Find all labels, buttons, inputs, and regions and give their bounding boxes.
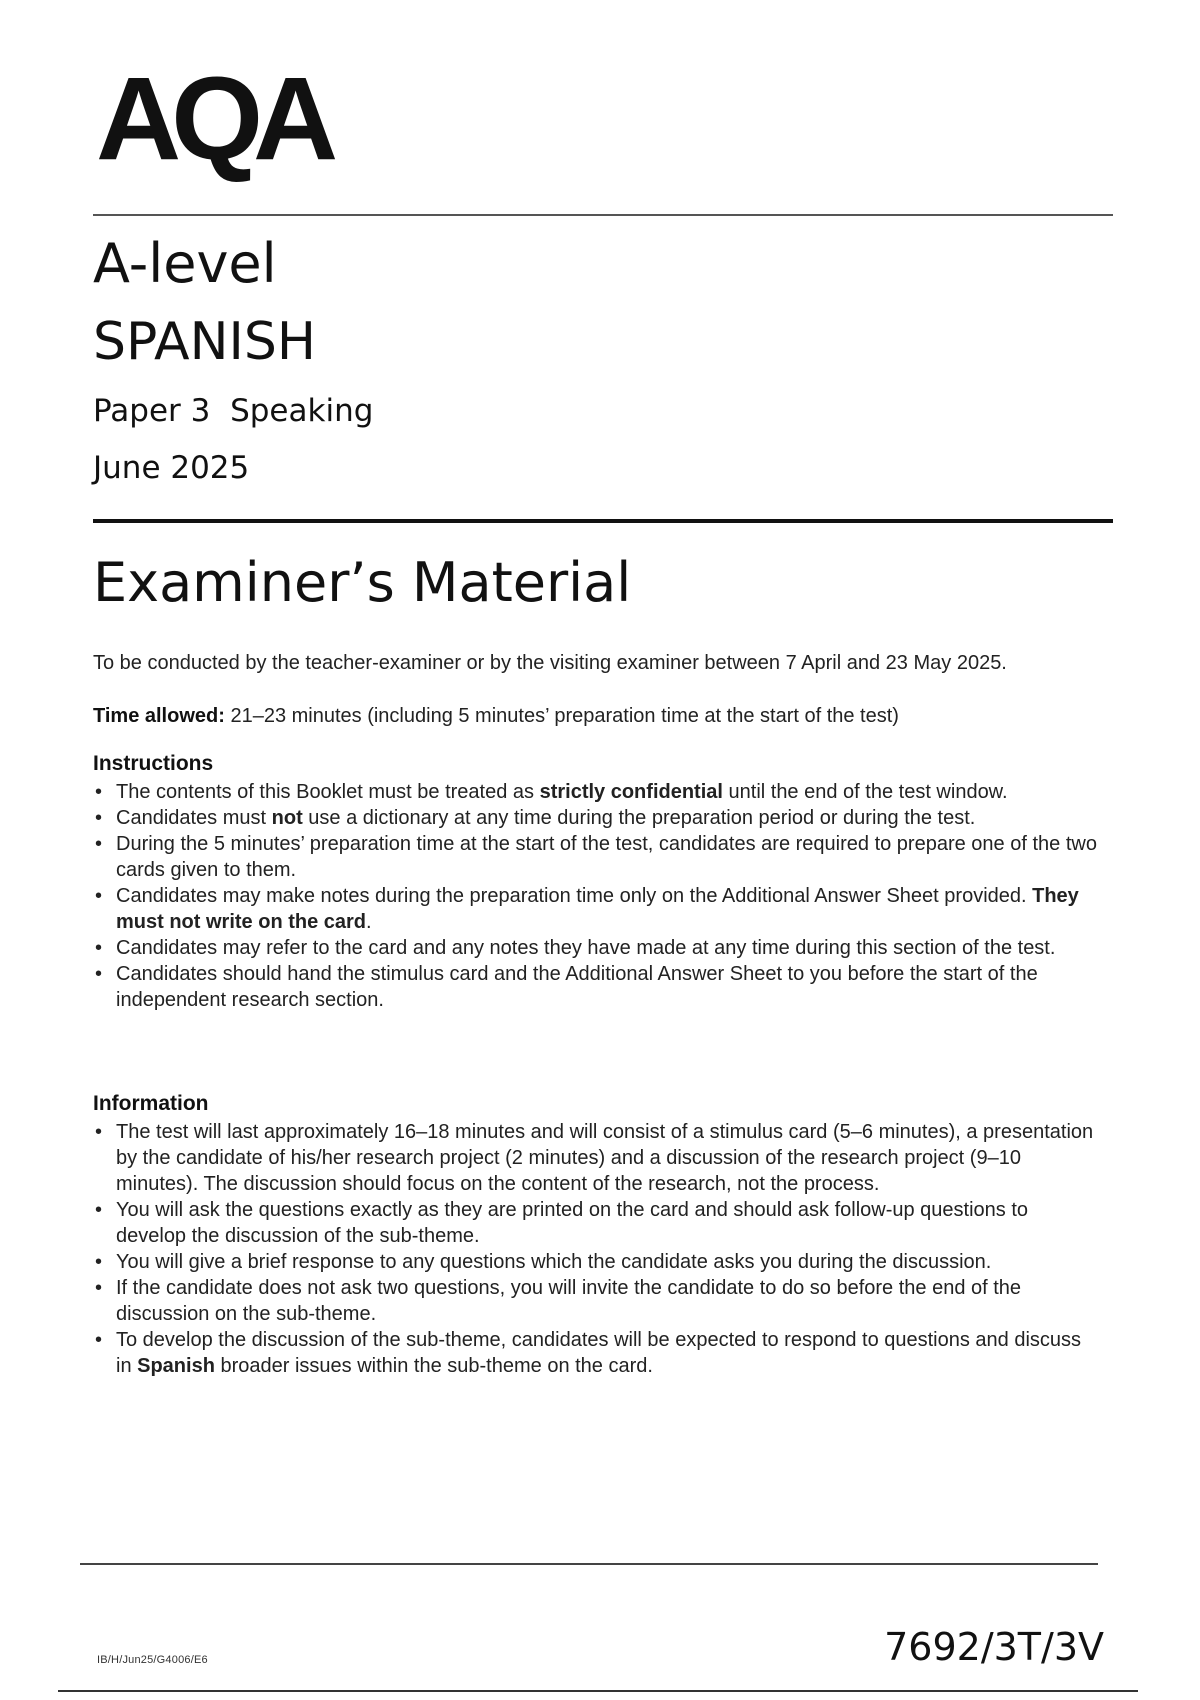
item-text: .	[366, 911, 372, 934]
paper-title: Paper 3 Speaking	[93, 393, 374, 429]
subject-title: SPANISH	[93, 312, 316, 372]
list-item	[93, 831, 1098, 883]
list-item	[93, 1249, 1098, 1275]
item-emphasis: Spanish	[137, 1355, 215, 1378]
item-text: The test will last approximately 16–18 minutes and will consist of a stimulus card (5–6 minutes), a presentation by the candidate of his/her research project (2 minutes) and a discussion of the research project (9–10 minutes). The discussion should focus on the content of the research, not the process.	[116, 1121, 1094, 1196]
item-text: During the 5 minutes’ preparation time at the start of the test, candidates are required to prepare one of the two cards given to them.	[116, 833, 1097, 882]
qualification-level: A-level	[93, 232, 277, 295]
item-emphasis: strictly confidential	[539, 781, 723, 804]
time-allowed-value: 21–23 minutes (including 5 minutes’ preparation time at the start of the test)	[224, 705, 899, 727]
page-bottom-rule	[58, 1690, 1138, 1692]
instructions-list	[93, 779, 1098, 1013]
paper-code: 7692/3T/3V	[884, 1625, 1104, 1669]
exam-date: June 2025	[93, 450, 250, 486]
item-text: The contents of this Booklet must be treated as	[116, 781, 540, 804]
list-item	[93, 1275, 1098, 1327]
item-text: Candidates may make notes during the preparation time only on the Additional Answer Sheet provided.	[116, 885, 1033, 908]
information-heading: Information	[93, 1092, 209, 1115]
information-list	[93, 1119, 1098, 1379]
list-item	[93, 805, 1098, 831]
instructions-heading: Instructions	[93, 752, 214, 775]
item-text: use a dictionary at any time during the preparation period or during the test.	[302, 807, 976, 830]
instructions-section	[93, 751, 1098, 1013]
header-divider	[93, 214, 1113, 216]
list-item	[93, 1197, 1098, 1249]
list-item	[93, 961, 1098, 1013]
item-text: broader issues within the sub-theme on the card.	[214, 1355, 653, 1378]
item-text: To develop the discussion of the sub-theme, candidates will be expected to respond to questions and discuss in	[116, 1329, 1082, 1378]
time-allowed	[93, 703, 899, 729]
document-reference: IB/H/Jun25/G4006/E6	[97, 1654, 208, 1666]
item-text: Candidates must	[116, 807, 272, 830]
item-text: Candidates should hand the stimulus card and the Additional Answer Sheet to you before the start of the independent research section.	[116, 963, 1038, 1012]
list-item	[93, 883, 1098, 935]
item-text: You will ask the questions exactly as they are printed on the card and should ask follow-up questions to develop the discussion of the sub-theme.	[116, 1199, 1029, 1248]
document-title: Examiner’s Material	[93, 551, 632, 614]
item-text: Candidates may refer to the card and any notes they have made at any time during this section of the test.	[116, 937, 1056, 960]
item-text: You will give a brief response to any questions which the candidate asks you during the discussion.	[116, 1251, 992, 1274]
information-section	[93, 1091, 1098, 1379]
item-emphasis: They must not write on the card	[116, 885, 1079, 934]
list-item	[93, 1327, 1098, 1379]
intro-text: To be conducted by the teacher-examiner or by the visiting examiner between 7 April and 23 May 2025.	[93, 652, 1007, 674]
item-emphasis: not	[271, 807, 303, 830]
footer-divider	[80, 1563, 1098, 1565]
aqa-logo: AQA	[96, 53, 329, 185]
list-item	[93, 1119, 1098, 1197]
item-text: until the end of the test window.	[722, 781, 1008, 804]
item-text: If the candidate does not ask two questions, you will invite the candidate to do so before the end of the discussion on the sub-theme.	[116, 1277, 1022, 1326]
list-item	[93, 779, 1098, 805]
list-item	[93, 935, 1098, 961]
time-allowed-label: Time allowed:	[93, 705, 225, 727]
title-divider	[93, 519, 1113, 523]
